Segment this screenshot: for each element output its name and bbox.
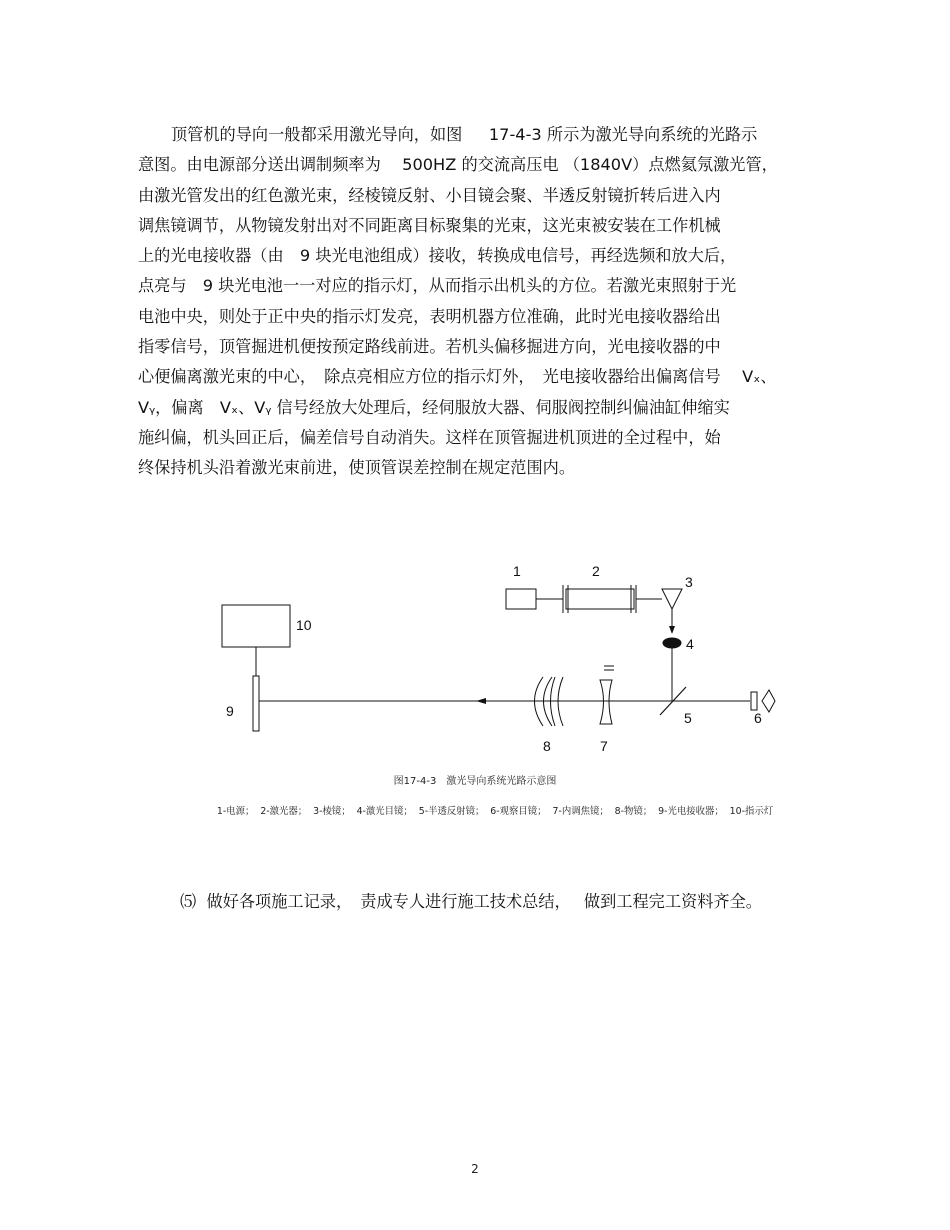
- label-8: 8: [543, 738, 551, 754]
- body-line: 上的光电接收器（由 9 块光电池组成）接收，转换成电信号，再经选频和放大后，: [138, 246, 737, 266]
- power-supply: [506, 589, 536, 609]
- figure-caption: 图17-4-3 激光导向系统光路示意图: [393, 776, 557, 787]
- photoelectric-receiver: [253, 676, 259, 731]
- body-line: 调焦镜调节，从物镜发射出对不同距离目标聚集的光束，这光束被安装在工作机械: [138, 215, 721, 235]
- observation-eyepiece: [751, 692, 757, 710]
- body-line: 终保持机头沿着激光束前进，使顶管误差控制在规定范围内。: [138, 458, 576, 478]
- body-line: 意图。由电源部分送出调制频率为 500HZ 的交流高压电 （1840V）点燃氦氖激光管，: [138, 155, 778, 175]
- label-3: 3: [685, 574, 693, 590]
- label-4: 4: [686, 636, 694, 652]
- body-line: 心便偏离激光束的中心， 除点亮相应方位的指示灯外， 光电接收器给出偏离信号 Vₓ、: [138, 367, 777, 387]
- label-5: 5: [684, 710, 692, 726]
- body-line: 顶管机的导向一般都采用激光导向，如图 17-4-3 所示为激光导向系统的光路示: [171, 125, 758, 144]
- laser-eyepiece: [663, 638, 681, 648]
- body-line: 指零信号，顶管掘进机便按预定路线前进。若机头偏移掘进方向，光电接收器的中: [138, 337, 721, 357]
- body-line: 由激光管发出的红色激光束，经棱镜反射、小目镜会聚、半透反射镜折转后进入内: [138, 185, 721, 205]
- figure-legend: 1-电源； 2-激光器； 3-棱镜； 4-激光目镜； 5-半透反射镜； 6-观察目镜； 7-内调焦镜； 8-物镜； 9-光电接收器； 10-指示灯: [216, 806, 774, 817]
- prism: [662, 589, 682, 609]
- list-item-5: ⑸ 做好各项施工记录， 责成专人进行施工技术总结， 做到工程完工资料齐全。: [180, 892, 762, 911]
- label-7: 7: [600, 738, 608, 754]
- body-line: Vᵧ，偏离 Vₓ、Vᵧ 信号经放大处理后，经伺服放大器、伺服阀控制纠偏油缸伸缩实: [138, 397, 730, 417]
- label-10: 10: [296, 617, 312, 633]
- laser-guidance-diagram: [0, 555, 950, 765]
- label-1: 1: [513, 563, 521, 579]
- page-number: 2: [471, 1162, 479, 1176]
- body-line: 电池中央，则处于正中央的指示灯发亮，表明机器方位准确，此时光电接收器给出: [138, 306, 721, 326]
- body-paragraph: [138, 120, 818, 484]
- internal-focusing-lens: [600, 680, 612, 724]
- body-line: 点亮与 9 块光电池一一对应的指示灯，从而指示出机头的方位。若激光束照射于光: [138, 276, 737, 296]
- indicator-lamp-box: [222, 605, 290, 647]
- label-6: 6: [754, 710, 762, 726]
- laser-tube: [566, 589, 634, 609]
- body-line: 施纠偏，机头回正后，偏差信号自动消失。这样在顶管掘进机顶进的全过程中，始: [138, 427, 721, 447]
- label-9: 9: [226, 703, 234, 719]
- label-2: 2: [592, 563, 600, 579]
